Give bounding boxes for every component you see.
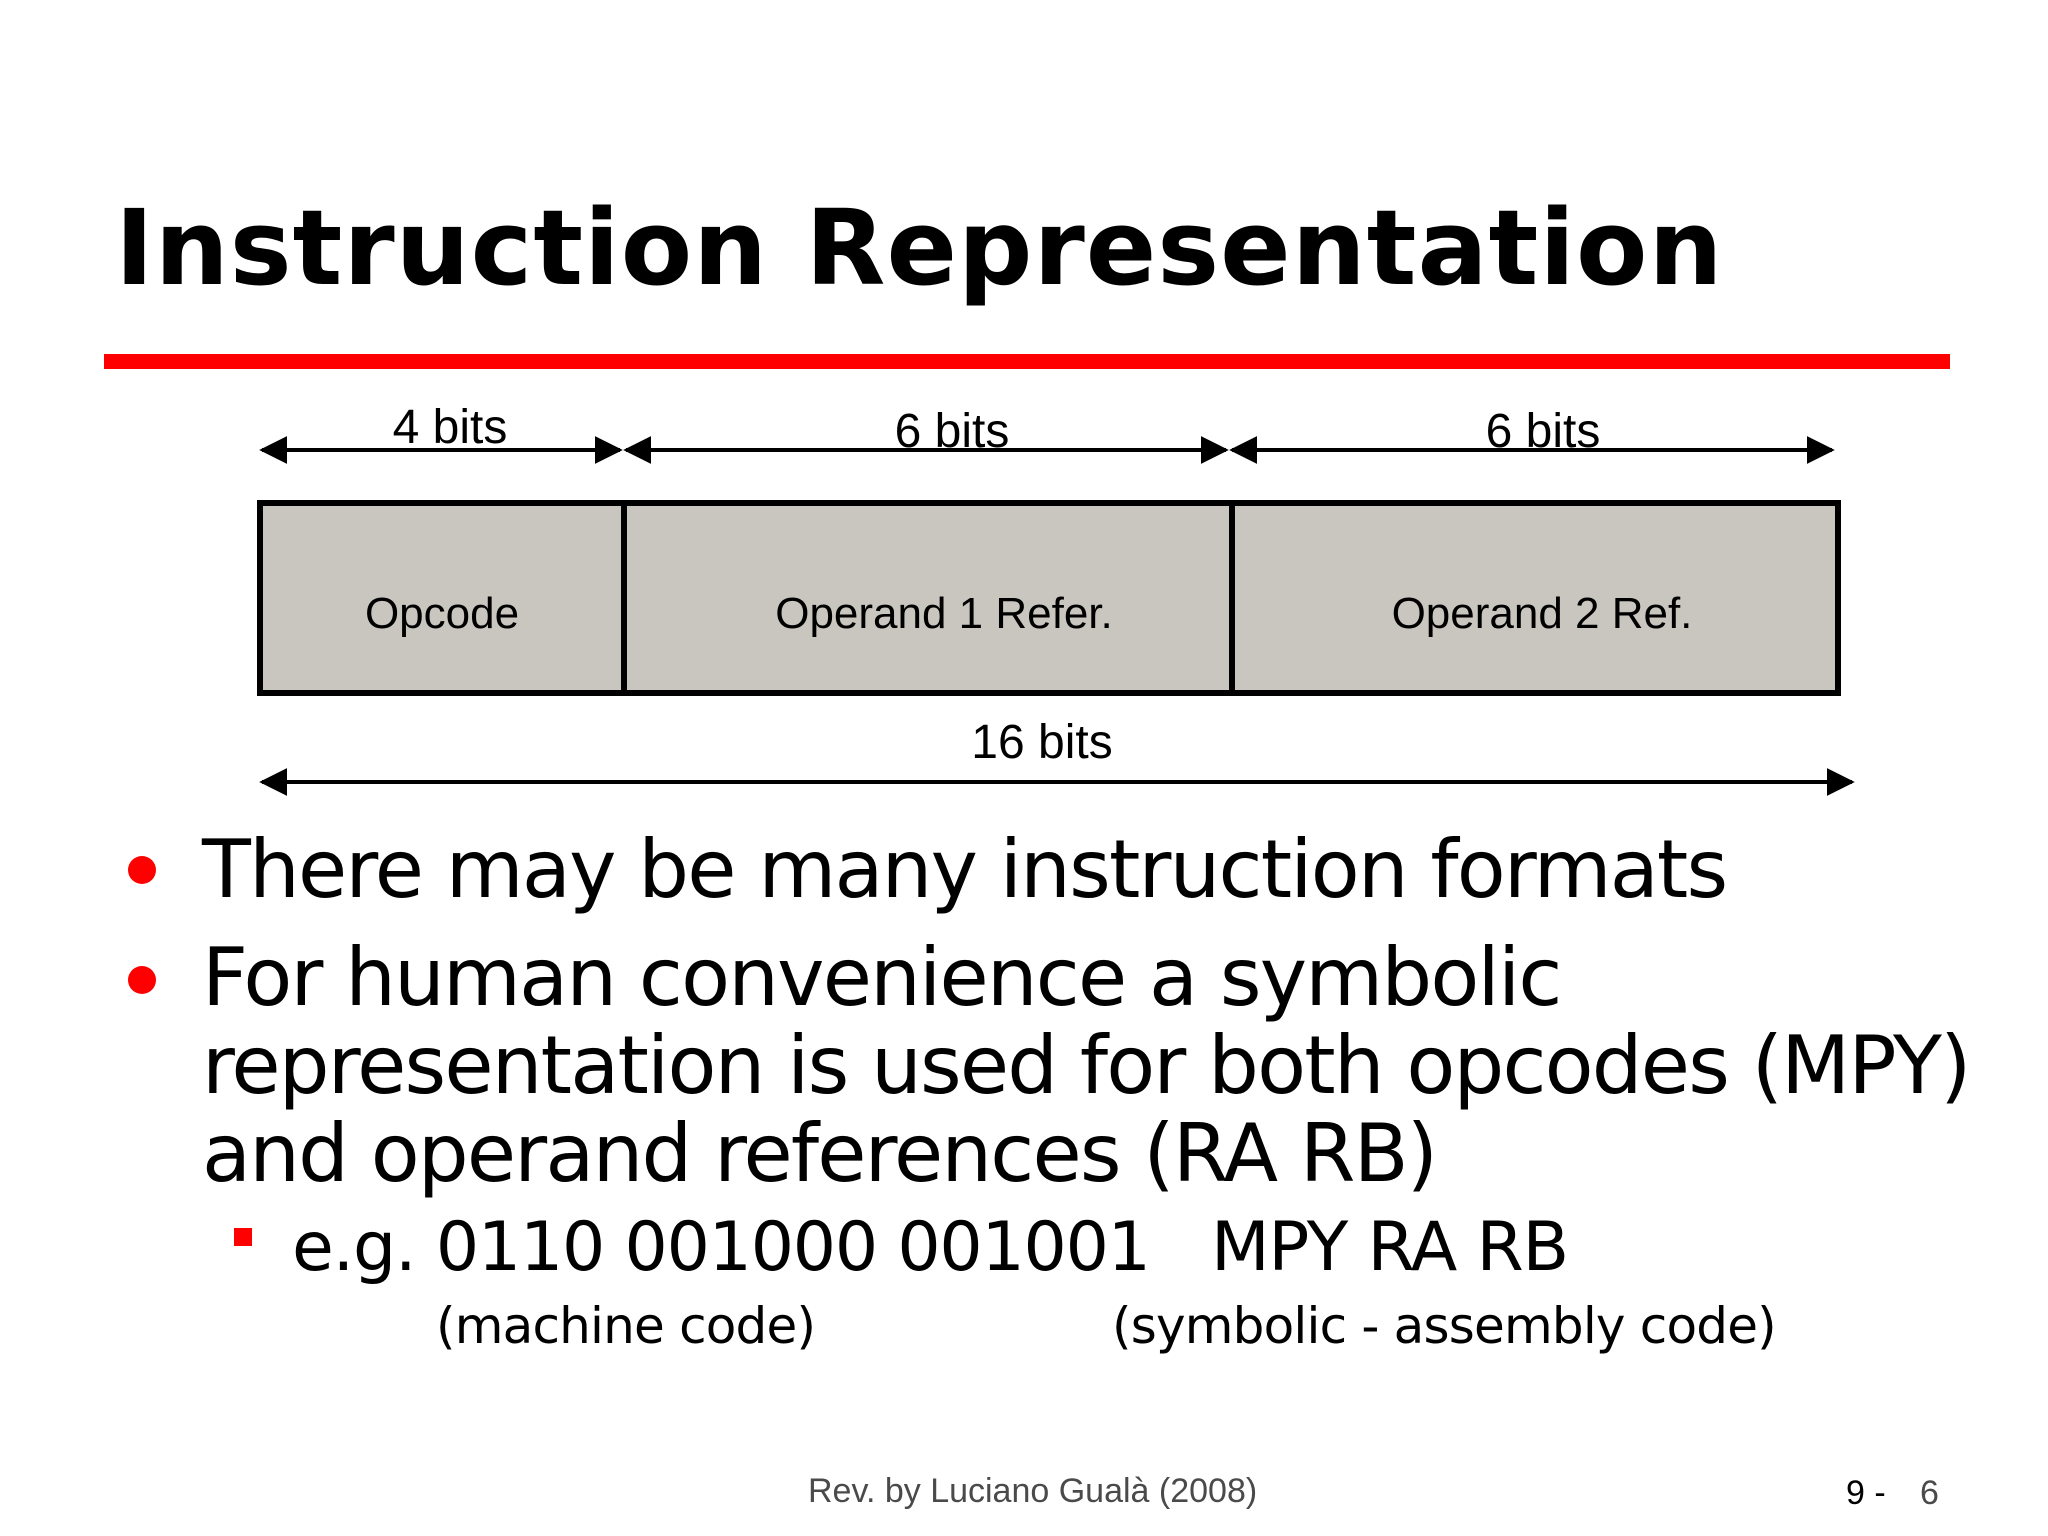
operand1-field-label: Operand 1 Refer. [775, 589, 1113, 638]
sub-bullet-marker [234, 1228, 252, 1246]
bullet-line: and operand references (RA RB) [202, 1107, 1437, 1200]
bullet-text [202, 823, 1727, 916]
operand1-width-label: 6 bits [894, 405, 1010, 458]
assembly-code-note: (symbolic - assembly code) [1112, 1297, 1776, 1355]
slide-title: Instruction Representation [115, 187, 1724, 309]
bullet-text [202, 931, 1970, 1200]
bullet-line: representation is used for both opcodes (MPY) [202, 1019, 1970, 1112]
total-width-label: 16 bits [971, 716, 1113, 769]
bullet-marker [128, 966, 156, 994]
operand2-field-label: Operand 2 Ref. [1391, 589, 1693, 638]
machine-code-note: (machine code) [436, 1297, 816, 1355]
opcode-field-label: Opcode [364, 589, 520, 638]
footer-page-number: 6 [1920, 1474, 1939, 1512]
bullet-line: There may be many instruction formats [202, 823, 1727, 916]
bullet-line: For human convenience a symbolic [202, 931, 1561, 1024]
bullet-marker [128, 856, 156, 884]
footer-chapter: 9 - [1846, 1474, 1886, 1512]
footer-credit: Rev. by Luciano Gualà (2008) [808, 1472, 1258, 1510]
example-text: e.g. 0110 001000 001001 MPY RA RB [292, 1208, 1568, 1287]
opcode-width-label: 4 bits [392, 401, 508, 454]
operand2-width-label: 6 bits [1485, 405, 1601, 458]
